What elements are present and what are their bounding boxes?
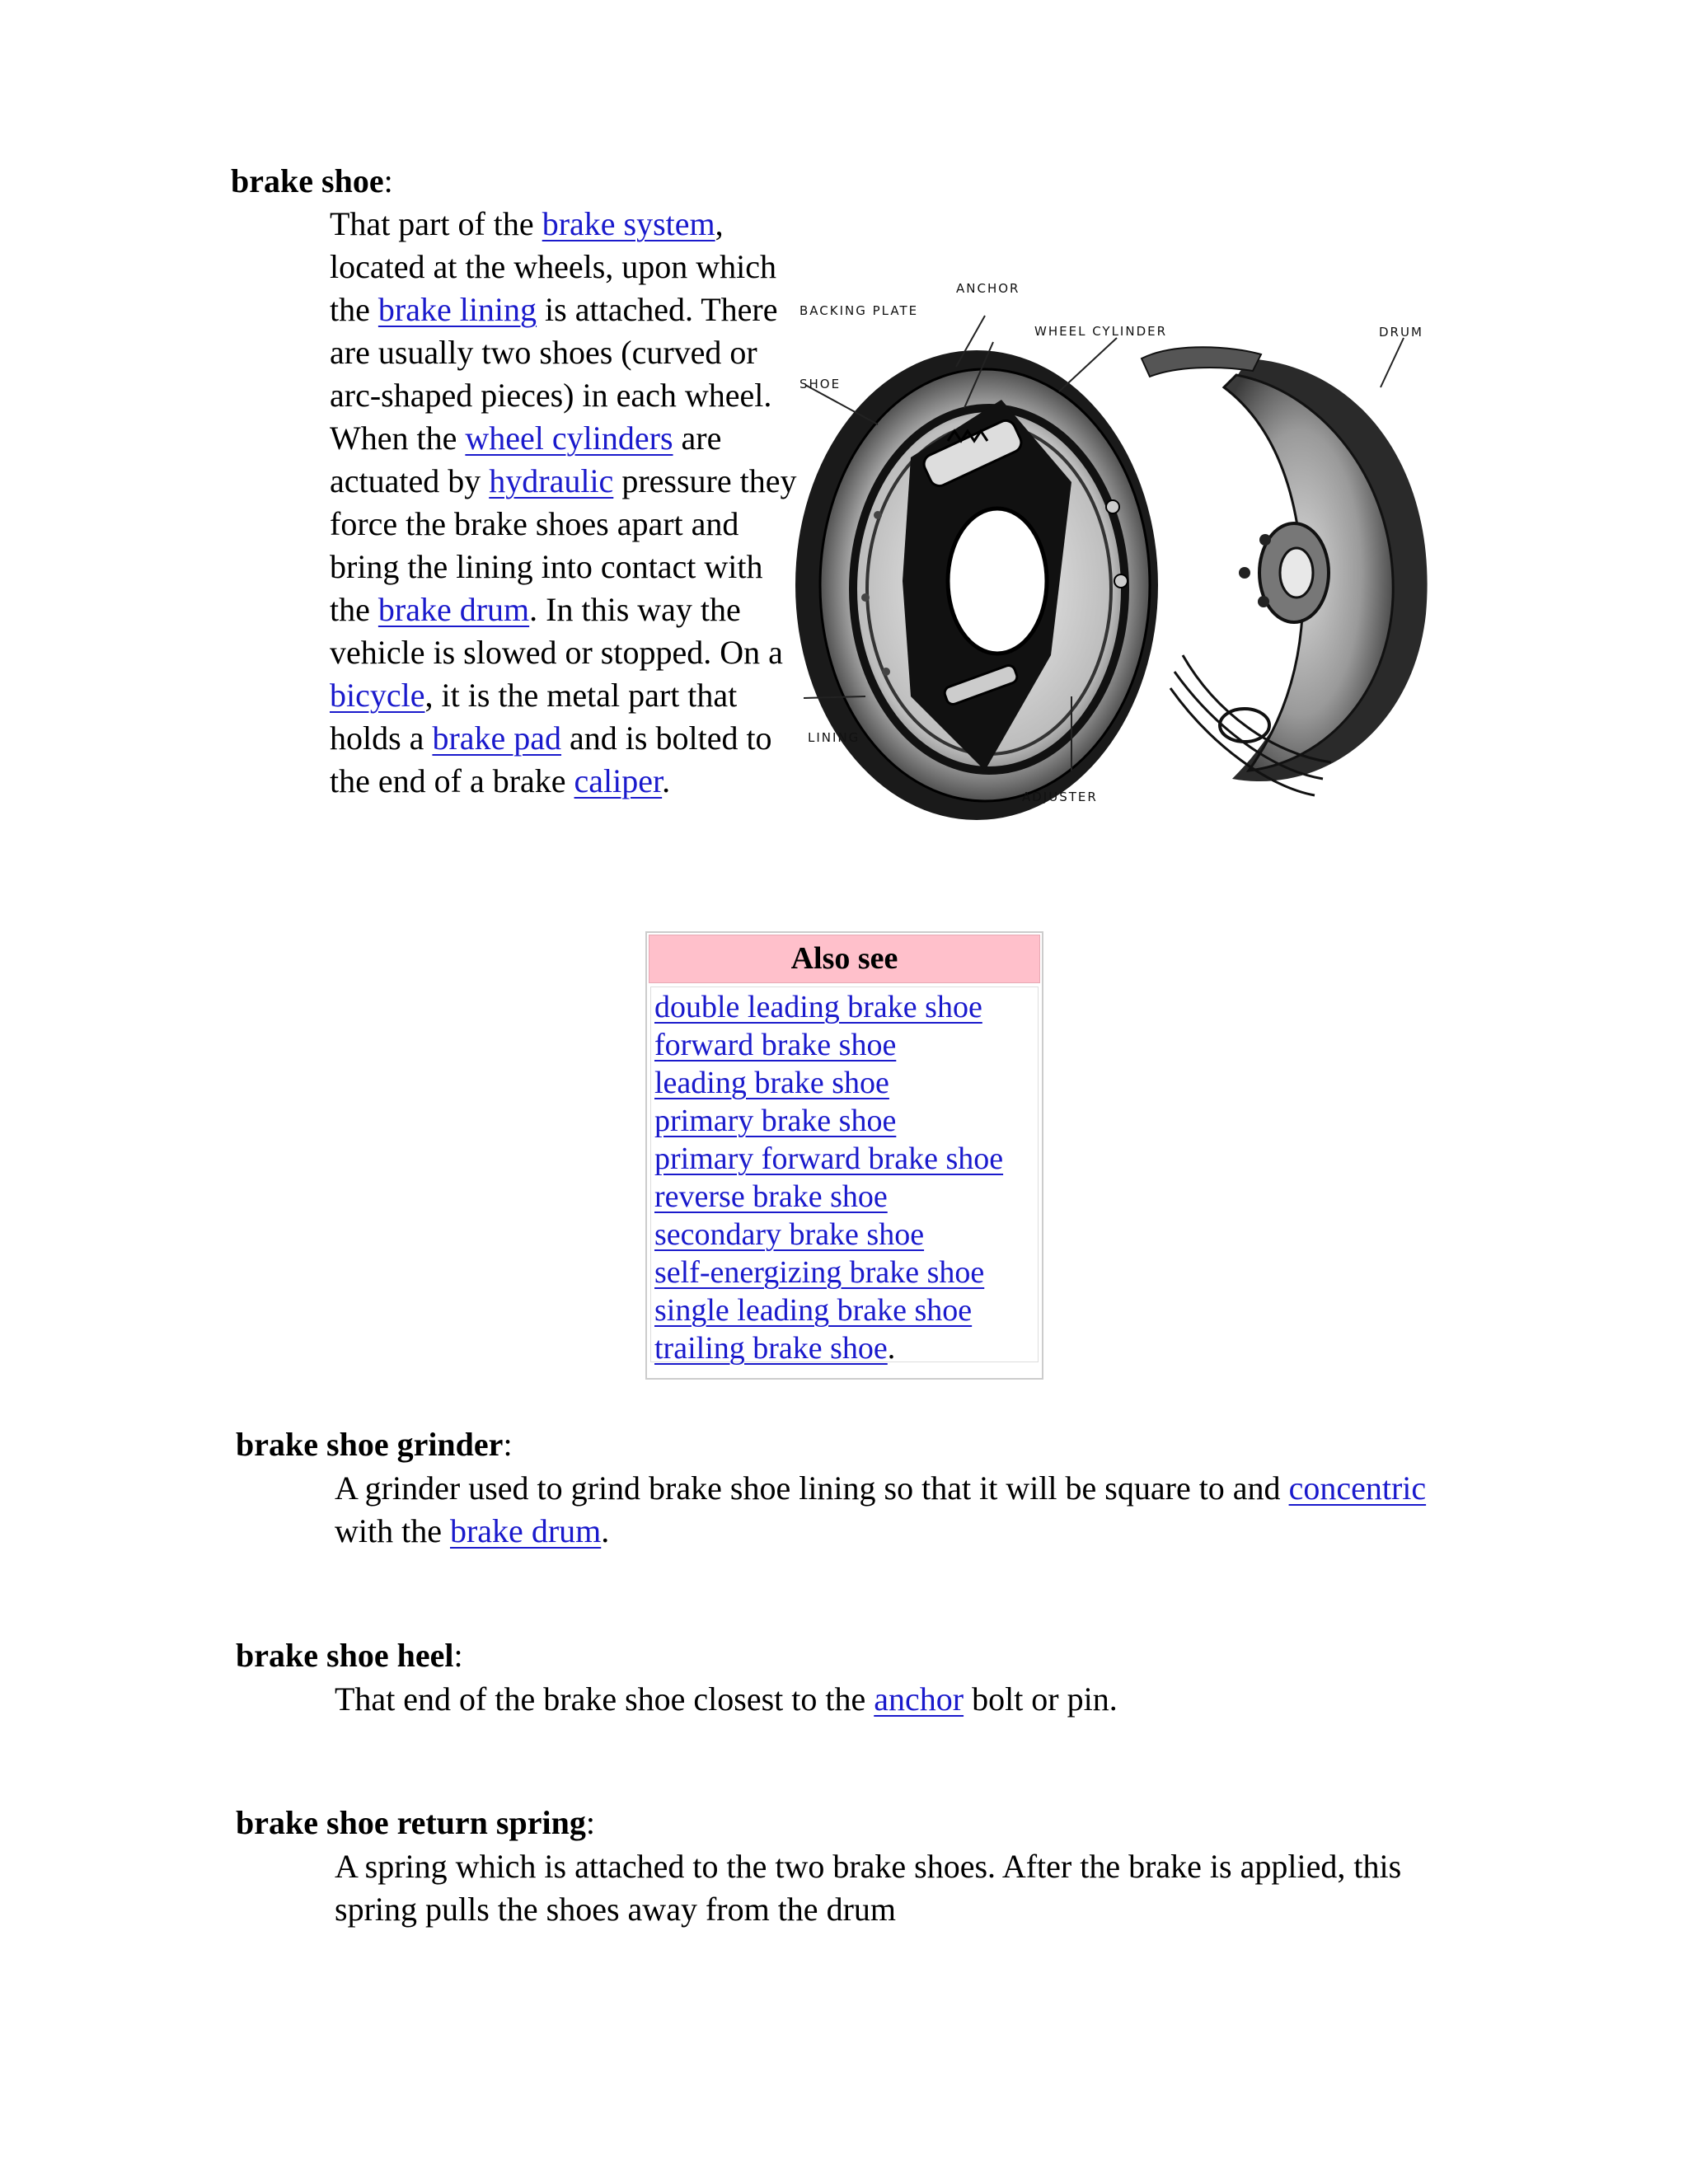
definition-text: , it is the metal part that holds a (330, 677, 738, 757)
link-hydraulic[interactable]: hydraulic (489, 462, 614, 499)
also-see-link[interactable]: leading brake shoe (654, 1066, 889, 1100)
definition-text: . In this way the vehicle is slowed or stopped. On a (330, 591, 783, 671)
definition-text: are actuated by (330, 419, 722, 499)
definition-text: and is bolted to the end of a brake (330, 719, 772, 799)
definition-text: That part of the (330, 205, 542, 242)
term-colon: : (453, 1637, 463, 1674)
list-item (654, 1140, 1034, 1178)
link-concentric[interactable]: concentric (1288, 1469, 1427, 1507)
link-brake-drum[interactable]: brake drum (377, 591, 530, 628)
drum-brake-illustration (787, 268, 1463, 828)
definition-brake-shoe-return-spring (335, 1845, 1456, 1931)
list-item (654, 1329, 1034, 1367)
backing-plate-shape (795, 350, 1158, 820)
term-text: brake shoe return spring (236, 1804, 586, 1841)
definition-text: . (662, 762, 671, 799)
also-see-box (645, 931, 1043, 1380)
definition-text: A grinder used to grind brake shoe lining so that it will be square to and (335, 1469, 1289, 1507)
definition-text: A spring which is attached to the two brake shoes. After the brake is applied, this spring pulls the shoes away from the drum (335, 1848, 1402, 1928)
list-item (654, 1254, 1034, 1291)
label-adjuster: ADJUSTER (1022, 790, 1098, 804)
label-lining: LINING (808, 730, 860, 745)
link-wheel-cylinders[interactable]: wheel cylinders (465, 419, 673, 457)
definition-text: . (601, 1512, 610, 1549)
term-brake-shoe-return-spring (236, 1802, 595, 1844)
list-item (654, 1026, 1034, 1064)
term-brake-shoe-heel (236, 1634, 463, 1677)
list-item (654, 1291, 1034, 1329)
also-see-link[interactable]: forward brake shoe (654, 1028, 897, 1062)
also-see-link[interactable]: single leading brake shoe (654, 1293, 973, 1328)
definition-text: is attached. There are usually two shoes (curved or arc-shaped pieces) in each wheel. When the (330, 291, 778, 457)
also-see-link[interactable]: primary brake shoe (654, 1104, 897, 1138)
link-caliper[interactable]: caliper (574, 762, 663, 799)
definition-text: That end of the brake shoe closest to the (335, 1680, 874, 1718)
definition-text: pressure they force the brake shoes apart and bring the lining into contact with the (330, 462, 797, 628)
also-see-header: Also see (649, 935, 1040, 983)
term-text: brake shoe heel (236, 1637, 454, 1674)
label-backing-plate: BACKING PLATE (799, 303, 919, 318)
list-end-punctuation: . (887, 1331, 896, 1366)
list-item (654, 1102, 1034, 1140)
definition-text: with the (335, 1512, 450, 1549)
term-text: brake shoe grinder (236, 1426, 504, 1463)
also-see-list (654, 988, 1034, 1367)
drum-shape (1142, 347, 1428, 795)
also-see-link[interactable]: primary forward brake shoe (654, 1141, 1004, 1176)
link-brake-system[interactable]: brake system (542, 205, 715, 242)
list-item (654, 1216, 1034, 1254)
link-anchor[interactable]: anchor (874, 1680, 964, 1718)
also-see-body (650, 987, 1039, 1366)
definition-text: , located at the wheels, upon which the (330, 205, 777, 328)
list-item (654, 1178, 1034, 1216)
link-bicycle[interactable]: bicycle (330, 677, 425, 714)
also-see-link[interactable]: trailing brake shoe (654, 1331, 888, 1366)
term-brake-shoe (231, 160, 393, 203)
also-see-link[interactable]: secondary brake shoe (654, 1217, 925, 1252)
definition-brake-shoe-grinder (335, 1467, 1456, 1553)
definition-brake-shoe (330, 203, 799, 803)
also-see-link[interactable]: double leading brake shoe (654, 990, 982, 1024)
label-wheel-cylinder: WHEEL CYLINDER (1034, 324, 1168, 339)
label-shoe: SHOE (799, 377, 842, 391)
definition-text: bolt or pin. (964, 1680, 1118, 1718)
list-item (654, 988, 1034, 1026)
link-brake-lining[interactable]: brake lining (377, 291, 537, 328)
term-colon: : (585, 1804, 595, 1841)
label-anchor: ANCHOR (956, 281, 1020, 296)
term-text: brake shoe (231, 162, 384, 199)
link-brake-drum[interactable]: brake drum (449, 1512, 602, 1549)
definition-brake-shoe-heel (335, 1678, 1456, 1721)
term-colon: : (503, 1426, 513, 1463)
term-colon: : (383, 162, 393, 199)
also-see-link[interactable]: self-energizing brake shoe (654, 1255, 985, 1290)
link-brake-pad[interactable]: brake pad (432, 719, 562, 757)
also-see-link[interactable]: reverse brake shoe (654, 1179, 888, 1214)
list-item (654, 1064, 1034, 1102)
label-drum: DRUM (1379, 325, 1423, 340)
drum-brake-drawing (787, 268, 1463, 828)
term-brake-shoe-grinder (236, 1423, 513, 1466)
